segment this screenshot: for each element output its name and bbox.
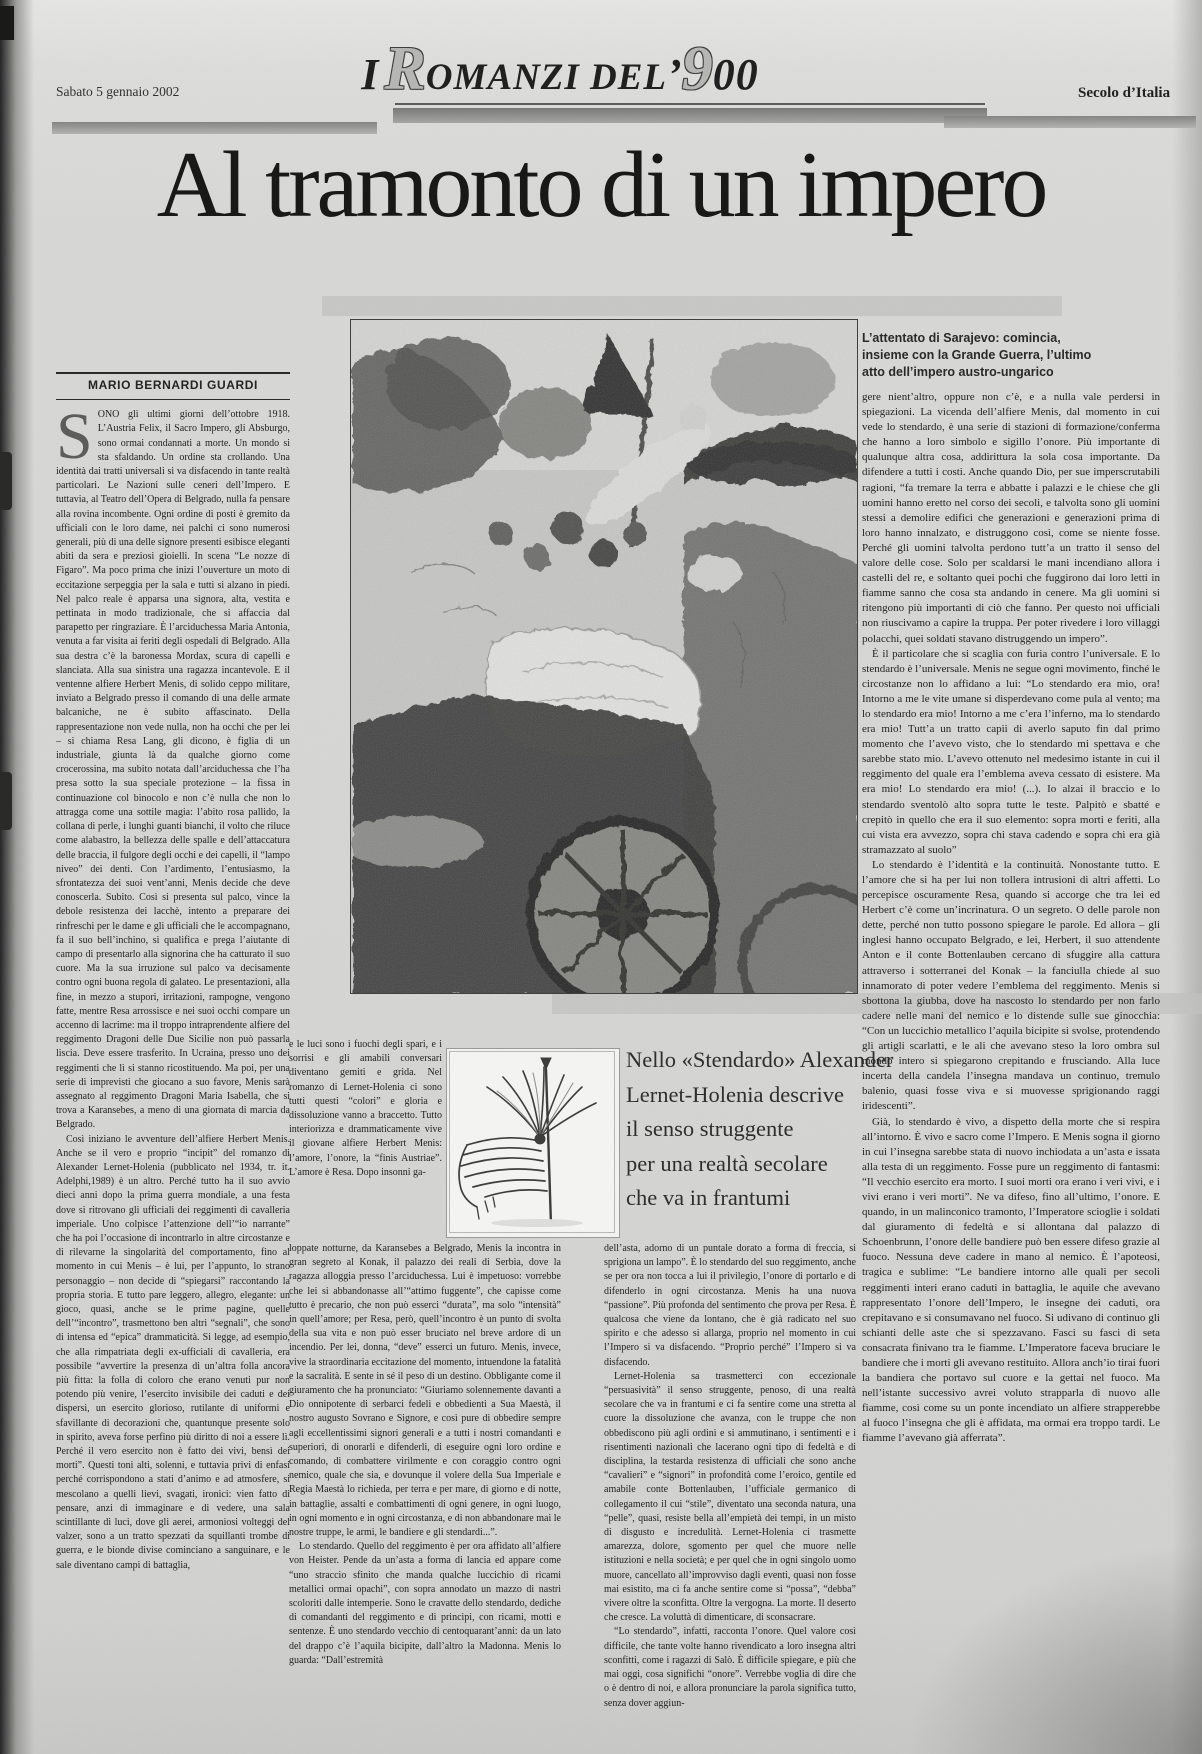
pull-quote <box>626 1043 894 1216</box>
paragraph-text: ONO gli ultimi giorni dell’ottobre 1918. L’Austria Felix, il Sacro Impero, gli Absburgo, sono ormai condannati a morte. Un mondo si sta sfaldando. Un ordine sta crollando. Una identità dai tratti universali si va disfacendo in tante realtà particolari. Le Nazioni sulle ceneri dell’Impero. E tuttavia, al Teatro dell’Opera di Belgrado, nulla fa pensare alla rovina incombente. Ogni ordine di posti è gremito da ufficiali con le loro dame, nei palchi ci sono numerosi generali, più di una delle signore presenti esibisce eleganti abiti da sera e preziosi gioielli. In scena “Le nozze di Figaro”. Ma poco prima che inizi l’ouverture un moto di eccitazione serpeggia per la sala e tutti si alzano in piedi. Nel palco reale è apparsa una signora, alta, vestita e pettinata in modo tradizionale, che si affaccia dal parapetto per ringraziare. È l’arciduchessa Maria Antonia, venuta a far visita ai feriti degli ospedali di Belgrado. Alla sua destra c’è la baronessa Mordax, scura di capelli e slanciata. Alla sua sinistra una ragazza incantevole. E il ventenne alfiere Herbert Menis, di solido ceppo militare, inviato a Belgrado presso il comando di una delle armate balcaniche, ne è subito affascinato. Della rappresentazione non vede nulla, non ha occhi che per lei – si chiama Resa Lang, gli dicono, è figlia di un industriale, giunta là da qualche giorno come crocerossina, ma subito notata dall’arciduchessa che l’ha presa sotto la sua speciale protezione – la fissa in continuazione col binocolo e non c’è nulla che non lo attragga come una sottile magia: l’abito rosa pallido, la collana di perle, i lunghi guanti bianchi, il volto che riluce come alabastro, la bellezza delle spalle e dell’attaccatura delle braccia, il fulgore degli occhi e dei capelli, il “lampo niveo” dei denti. Con l’ardimento, l’entusiasmo, la sfrontatezza dei suoi vent’anni, Menis decide che deve conoscerla. Subito. Così si presenta sul palco, vince la debole resistenza dei lacchè, intento a preparare dei rinfreschi per le dame e gli ufficiali che le accompagnano, fa il suo bell’inchino, si qualifica e prega l’aiutante di campo di presentarlo alla signorina che ha catturato il suo cuore. Ma la sua irruzione sul palco va decisamente contro ogni buona regola di galateo. Le presentazioni, alla fine, in mezzo a stupori, irritazioni, rampogne, vengono fatte, mentre Resa arrossisce e nei suoi occhi compare un accenno di lacrime: ma il troppo intraprendente alfiere del reggimento Dragoni delle Due Sicilie non può passarla liscia. Deve essere trasferito. In Ucraina, presso uno dei reggimenti che lì si stanno ricostituendo. Ma poi, per una serie di imprevisti che giocano a suo favore, Menis sarà assegnato al reggimento Dragoni Maria Isabella, che si trova a Karansebes, a meno di una giornata di marcia da Belgrado. <box>56 409 290 1131</box>
body-paragraph: È il particolare che si scaglia con furia contro l’universale. E lo stendardo è l’universale. Menis ne segue ogni movimento, finché le circostanze non lo affidano a lui: “Lo stendardo era mio, ora! Intorno a me le vite umane si disperdevano come pula al vento; ma lo stendardo era mio! Intorno a me c’era l’inferno, ma lo stendardo era mio! Tutt’a un tratto capii di averlo saputo fin dal primo momento che l’avevo visto, che lo stendardo mi spettava e che sarebbe stato mio. L’avevo ottenuto nel medesimo istante in cui il reggimento del quale era l’emblema aveva cessato di esistere. Ma era mio! Lo stendardo era mio! (...). Io alzai il braccio e lo stendardo sventolò alto sopra tutte le teste. Palpitò e sbatté e crepitò in quello che era il suo elemento: sopra morti e feriti, alla cui vista era avvezzo, sopra chi stava cadendo e sopra chi era già stramazzato al suolo” <box>862 647 1160 856</box>
body-paragraph: Lernet-Holenia sa trasmetterci con eccezionale “persuasività” il senso struggente, penoso, di una realtà secolare che va in frantumi e ci fa sentire come una stretta al cuore la dissoluzione che avanza, con le truppe che non obbediscono più agli ordini e si ammutinano, i sentimenti e i risentimenti nazionali che lacerano ogni tipo di fedeltà e di disciplina, la testarda resistenza di ufficiali che sono anche “cavalieri” e “signori” in profondità come l’eroico, gentile ed amabile conte Bottenlauben, l’ufficiale germanico di collegamento il cui “stile”, diventato una seconda natura, una “pelle”, quasi, resiste bella all’empietà dei tempi, in un misto di disgusto e incredulità. Lernet-Holenia ci trasmette amarezza, dolore, sgomento per quel che muore nelle istituzioni e nella società; e per quel che in ogni singolo uomo muore, cancellato all’improvviso dagli eventi, quasi non fosse mai esistito, ma ci fa anche sentire come si “possa”, “debba” vivere oltre la sconfitta. Oltre la vergogna. La morte. Il deserto che cresce. La voluttà di dimenticare, di sconsacrare. <box>604 1370 856 1624</box>
masthead-part: I <box>361 50 379 99</box>
article-column-4 <box>862 330 1160 1750</box>
article-column-1 <box>56 372 290 1614</box>
body-paragraph: “Lo stendardo”, infatti, racconta l’onore. Quel valore così difficile, che tante volte hanno rivendicato a loro insegna altri sconfitti, come i ragazzi di Salò. È difficile spiegare, e più che mai oggi, cosa significhi “onore”. Verrebbe voglia di dire che o è dentro di noi, e allora pronunciare la parola significa tutto, senza dover aggiun- <box>604 1626 856 1709</box>
page-title: Al tramonto di un impero <box>156 133 1046 237</box>
body-paragraph: dell’asta, adorno di un puntale dorato a forma di freccia, si sprigiona un lampo”. È lo stendardo del suo reggimento, anche se per ora non tocca a lui il privilegio, l’onore di portarlo e di difenderlo in ogni circostanza. Menis ha una nuova “passione”. Più profonda del sentimento che prova per Resa. È qualcosa che viene da lontano, che è già radicato nel suo spirito e che adesso si allarga, proprio nel momento in cui l’Impero si va disfacendo. “Proprio perché” l’Impero si va disfacendo. <box>604 1243 856 1368</box>
body-paragraph: Lo stendardo. Quello del reggimento è per ora affidato all’alfiere von Heister. Pende da un’asta a forma di lancia ed appare come “uno straccio sfinito che manda qualche luccichio di ricami metallici ormai opachi”, con sopra annodato un mazzo di nastri scoloriti dalle intemperie. Sono le cravatte dello stendardo, dediche di comandanti del reggimento e di principi, con ricami, motti e sentenze. È uno stendardo vecchio di centoquarant’anni: da un lato del drappo c’è l’aquila bicipite, dall’altro la Madonna. Menis lo guarda: “Dall’estremità <box>289 1541 561 1666</box>
section-masthead <box>280 34 840 105</box>
pull-quote-line: che va in frantumi <box>626 1185 791 1210</box>
byline-box <box>56 372 290 400</box>
masthead-ornate-r: R <box>384 35 426 103</box>
body-paragraph: Così iniziano le avventure dell’alfiere Herbert Menis. Anche se il vero e proprio “incipit” del romanzo di Alexander Lernet-Holenia (pubblicato nel 1934, tr. it. Adelphi,1989) è un altro. Perché tutto ha il suo avvio dieci anni dopo la prima guerra mondiale, a una festa dove si ritrovano gli ufficiali dei reggimenti di cavalleria imperiale. Uno colpisce l’attenzione dell’“io narrante” che ha poi l’occasione di incontrarlo in altre circostanze e di rilevarne la singolarità del comportamento, fino al momento in cui Menis – è lui, per l’appunto, lo strano personaggio – non decide di “spiegarsi” raccontando la propria storia. E tutto pare leggero, allegro, elegante: un gioco, quasi, anche se le prime pagine, quelle dell’“incontro”, trasmettono ben altri “segnali”, che sono di intensa ed “epica” drammaticità. Si legge, ad esempio, che alla rimpatriata degli ex-ufficiali di cavalleria, era possibile “avvertire la presenza di un’altra folla ancora più fitta: la folla di coloro che erano venuti pur non potendo più venire, l’esercito invisibile dei caduti e dei dispersi, un esercito glorioso, rutilante di uniformi e sfavillante di decorazioni che, quantunque presente solo in spirito, aveva forse perfino più diritto di noi a essere lì. Perché il vero esercito non è fatto dei vivi, bensì dei morti”. Questi toni alti, solenni, e tuttavia privi di enfasi perché corrispondono a stati d’animo e ad atmosfere, si mescolano a quelli lievi, svagati, ironici: vien fatto di pensare, anzi di immaginare e di vedere, una sala scintillante di luci, dove gli aerei, armoniosi volteggi del valzer, sono a un tratto spezzati da squillanti trombe di guerra, e le bionde divise cominciano a sanguinare, e le sale diventano campi di battaglia, <box>56 1133 290 1571</box>
fold-shadow-band <box>322 296 1062 316</box>
scan-corner-mark <box>0 6 14 40</box>
masthead-part: ’ <box>667 50 682 99</box>
standard-flag-sketch <box>446 1048 620 1238</box>
halftone-illustration-graphic <box>351 320 857 993</box>
masthead-rule <box>395 103 985 105</box>
newspaper-name: Secolo d’Italia <box>1078 85 1171 101</box>
scan-clip-mark <box>0 452 12 510</box>
pull-quote-line: Nello «Stendardo» Alexander <box>626 1047 894 1072</box>
pull-quote-line: per una realtà secolare <box>626 1150 828 1176</box>
article-column-3 <box>604 1242 856 1750</box>
body-paragraph: Lo stendardo è l’identità e la continuità. Nonostante tutto. E l’amore che si ha per lui non tollera intrusioni di altri affetti. Lo percepisce oscuramente Resa, quando si accorge che tra lei ed Herbert c’è come un’incrinatura. O un segreto. O delle parole non dette, perché non tutto possono spiegare le parole. Ed allora – gli inglesi hanno occupato Belgrado, e lei, Herbert, il suo attendente Anton e il conte Bottenlauben cercano di sfuggire alla cattura attraverso i sotterranei del Konak – la fanciulla chiede al suo innamorato di poter vedere l’emblema del reggimento. Menis si sbottona la giubba, dove ha nascosto lo stendardo per non farlo cadere nelle mani del nemico e lo distende sulle sue ginocchia: “Con un luccichio metallico l’aquila bicipite si svolse, protendendo gli artigli scarlatti, e le ali che avevano steso la loro ombra sul mondo intero si spiegarono crepitando e frusciando. Alla luce incerta della candela l’insegna mandava un continuo, tremulo balenio, quasi fosse viva e si muovesse sprigionando raggi iridescenti”. <box>862 858 1160 1113</box>
body-paragraph <box>56 400 290 1132</box>
photo-caption-line: L’attentato di Sarajevo: comincia, <box>862 331 1061 345</box>
body-paragraph: loppate notturne, da Karansebes a Belgrado, Menis la incontra in gran segreto al Konak, il palazzo dei reali di Serbia, dove la ragazza alloggia presso l’arciduchessa. Lui è impetuoso: vorrebbe che lei si abbandonasse all’“attimo fuggente”, che capisse come tutto è precario, che non può esserci “durata”, ma solo “intensità” in quell’amore; per Resa, però, quell’incontro è un punto di svolta della sua vita e non può esser bruciato nel breve ardore di un incendio. Per lei, donna, “deve” esserci un futuro. Menis, invece, vive la straordinaria eccitazione del momento, intuendone la fatalità e la sacralità. E sente in sé il peso di un destino. Obbligante come il giuramento che ha pronunciato: “Giuriamo solennemente davanti a Dio onnipotente di serbarci fedeli e obbedienti a Sua Maestà, il nostro augusto Sovrano e Signore, e così pure di obbedire sempre agli eccellentissimi signori generali e a tutti i nostri comandanti e superiori, di onorarli e difenderli, di eseguire ogni loro ordine e comando, di combattere virilmente e con coraggio contro ogni nemico, quale che sia, e dovunque il volere della Sua Imperiale e Regia Maestà lo richieda, per terra e per mare, di giorno e di notte, in battaglie, assalti e combattimenti di ogni genere, in ogni luogo, in ogni momento e in ogni circostanza, e di non abbandonare mai le nostre truppe, le armi, le bandiere e gli stendardi...”. <box>289 1243 561 1539</box>
right-divider-bar <box>944 116 1196 128</box>
body-paragraph: gere nient’altro, oppure non c’è, e a nulla vale perdersi in spiegazioni. La vicenda dell’alfiere Menis, dal momento in cui vede lo stendardo, è una serie di stazioni di formazione/conferma che hanno a loro simbolo e sigillo l’onore. Più importante di qualunque altra cosa, addirittura la sola cosa importante. Da difendere a tutti i costi. Anche quando Dio, per sue imperscrutabili ragioni, “fa tremare la terra e abbatte i palazzi e le chiese che gli uomini hanno eretto nel corso dei secoli, e talvolta sono gli uomini stessi a demolire edifici che generazioni e generazioni prima di loro hanno innalzato, e distruggono così, come se niente fosse. Perché gli uomini talvolta perdono tutt’a un tratto il senso del valore delle cose. Solo per scaldarsi le mani incendiano allora i castelli del re, e soltanto quei pochi che fuggirono dai loro letti in fiamme sanno che cosa sta andando in cenere. Ma gli uomini si ritengono più importanti di ciò che fanno. Per questo noi ufficiali non riuscivamo a capire la truppa. Per poter rivedere i loro villaggi polacchi, quei soldati stavano distruggendo un impero”. <box>862 391 1160 645</box>
article-column-2-narrow <box>289 1038 442 1240</box>
byline: MARIO BERNARDI GUARDI <box>88 378 258 392</box>
photo-caption-line: insieme con la Grande Guerra, l’ultimo <box>862 348 1092 362</box>
pull-quote-line: il senso struggente <box>626 1116 794 1141</box>
scan-clip-mark <box>0 772 12 830</box>
masthead-part: 00 <box>712 50 759 99</box>
body-paragraph: e le luci sono i fuochi degli spari, e i sorrisi e gli amabili conversari diventano gemiti e grida. Nel romanzo di Lernet-Holenia ci sono tutti questi “colori” e gloria e dissoluzione vanno a braccetto. Tutto interiorizza e drammaticamente vive il giovane alfiere Herbert Menis: l’amore, l’onore, la “finis Austriae”. L’amore è Resa. Dopo insonni ga- <box>289 1039 442 1178</box>
masthead-part: OMANZI DEL <box>425 57 668 98</box>
flag-sketch-graphic <box>447 1049 617 1235</box>
body-paragraph: Già, lo stendardo è vivo, a dispetto della morte che si respira all’intorno. È vivo e sacro come l’Impero. E Menis sogna il giorno in cui l’insegna sarebbe stata di nuovo inchiodata a un’asta e issata alla testa di un reggimento. Fosse pure un reggimento di fantasmi: “Il vecchio esercito era morto. I suoi morti ora erano i veri vivi, e i vivi erano i veri morti”. Ne va difeso, fino all’ultimo, l’onore. E quando, in un malinconico tramonto, l’Imperatore scioglie i soldati dal giuramento di fedeltà e si allontana dal palazzo di Schoenbrunn, l’onore delle bandiere può ben essere difeso grazie al fuoco. Nessuna deve cadere in mano al nemico. È l’apoteosi, tragica e sublime: “Le bandiere intorno alle quali per secoli reggimenti interi erano caduti in battaglia, le aquile che avevano rappresentato l’onore dell’Impero, le insegne dei caduti, ora crepitavano e si consumavano nel fuoco. Si udivano di continuo gli schianti delle aste che si spezzavano. Fasci su fasci di seta consacrata finivano tra le fiamme. L’Imperatore faceva bruciare le bandiere che i morti gli avevano restituito. Allora anch’io tirai fuori la bandiera che portavo sul cuore e la gettai nel fuoco. Ma nell’istante successivo avrei voluto strapparla di nuovo alle fiamme, così come su un ponte incendiato un alfiere strapperebbe al fuoco l’insegna che gli è affidata, ma ormai era troppo tardi. Le fiamme l’avevano già afferrata”. <box>862 1115 1160 1445</box>
pull-quote-line: Lernet-Holenia descrive <box>626 1081 845 1107</box>
issue-date: Sabato 5 gennaio 2002 <box>56 84 180 99</box>
photo-caption <box>862 330 1160 381</box>
masthead-ornate-9: 9 <box>681 35 713 103</box>
masthead-divider-bar <box>393 108 987 123</box>
sarajevo-assassination-illustration <box>350 319 858 994</box>
article-column-2 <box>289 1242 561 1750</box>
photo-caption-line: atto dell’impero austro-ungarico <box>862 365 1054 379</box>
drop-cap: S <box>56 400 93 474</box>
